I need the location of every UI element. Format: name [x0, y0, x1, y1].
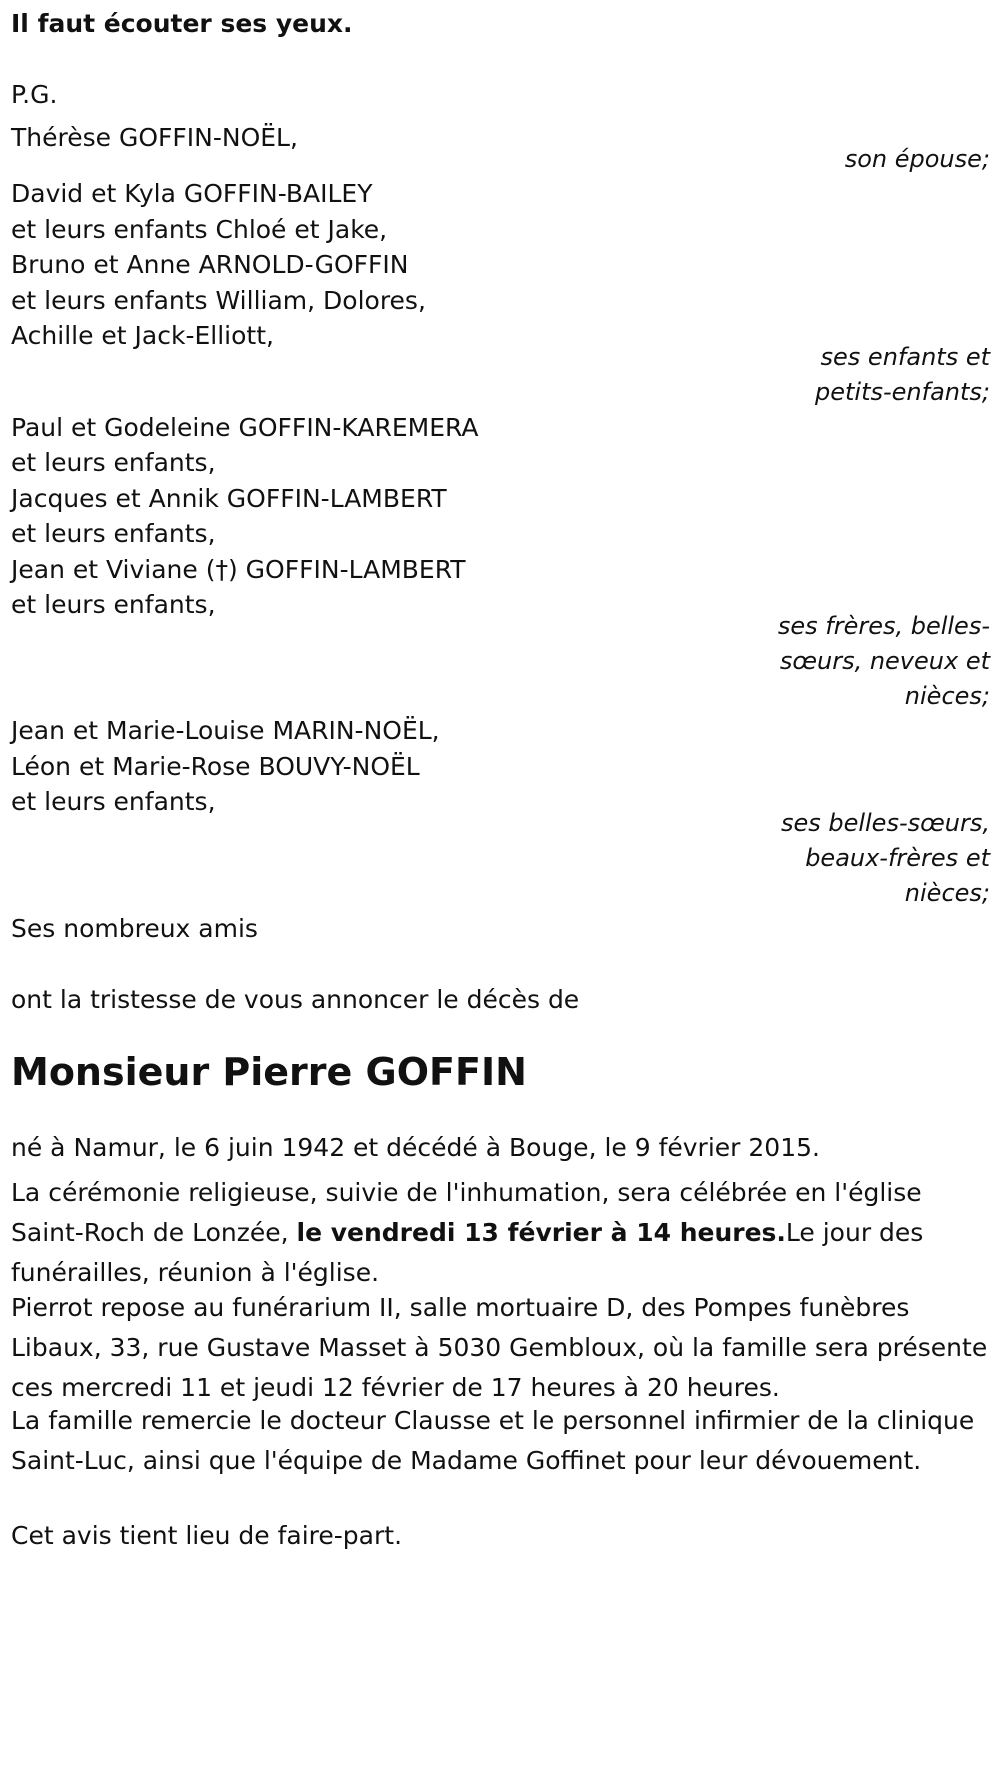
spouse-name: Thérèse GOFFIN-NOËL,: [11, 123, 298, 152]
ceremony-text-after: Le jour des funérailles, réunion à l'église.: [11, 1218, 924, 1287]
siblings-role-line: sœurs, neveux et: [779, 647, 990, 675]
deceased-name: Monsieur Pierre GOFFIN: [11, 1050, 527, 1094]
ceremony-date-bold: le vendredi 13 février à 14 heures.: [296, 1218, 786, 1247]
in-laws-line: Jean et Marie-Louise MARIN-NOËL,: [11, 716, 440, 745]
initials: P.G.: [11, 80, 58, 109]
children-line: Achille et Jack-Elliott,: [11, 321, 274, 350]
epigraph: Il faut écouter ses yeux.: [11, 9, 353, 38]
siblings-line: Jean et Viviane (†) GOFFIN-LAMBERT: [11, 555, 466, 584]
children-line: Bruno et Anne ARNOLD-GOFFIN: [11, 250, 409, 279]
siblings-line: et leurs enfants,: [11, 590, 216, 619]
friends-line: Ses nombreux amis: [11, 914, 258, 943]
siblings-role-line: nièces;: [904, 682, 990, 710]
in-laws-role-line: ses belles-sœurs,: [780, 809, 990, 837]
children-line: et leurs enfants Chloé et Jake,: [11, 215, 388, 244]
announcement: ont la tristesse de vous annoncer le décès de: [11, 985, 580, 1014]
siblings-line: Jacques et Annik GOFFIN-LAMBERT: [11, 484, 447, 513]
siblings-line: et leurs enfants,: [11, 519, 216, 548]
thanks-paragraph: La famille remercie le docteur Clausse et le personnel infirmier de la clinique Saint-Luc, ainsi que l'équipe de Madame Goffinet pour leur dévouement.: [11, 1406, 975, 1475]
in-laws-line: Léon et Marie-Rose BOUVY-NOËL: [11, 752, 420, 781]
in-laws-role-line: beaux-frères et: [805, 844, 990, 872]
ceremony-text-before: La cérémonie religieuse, suivie de l'inhumation, sera célébrée en l'église Saint-Roch de Lonzée,: [11, 1178, 922, 1247]
siblings-line: et leurs enfants,: [11, 448, 216, 477]
siblings-role-line: ses frères, belles-: [777, 612, 990, 640]
children-line: David et Kyla GOFFIN-BAILEY: [11, 179, 373, 208]
birth-death-paragraph: né à Namur, le 6 juin 1942 et décédé à Bouge, le 9 février 2015.: [11, 1133, 820, 1162]
children-role-line: ses enfants et: [820, 343, 990, 371]
siblings-line: Paul et Godeleine GOFFIN-KAREMERA: [11, 413, 479, 442]
ceremony-paragraph: [11, 1173, 991, 1293]
in-laws-role-line: nièces;: [904, 879, 990, 907]
in-laws-line: et leurs enfants,: [11, 787, 216, 816]
funerarium-paragraph: Pierrot repose au funérarium II, salle mortuaire D, des Pompes funèbres Libaux, 33, rue Gustave Masset à 5030 Gembloux, où la famille sera présente ces mercredi 11 et jeudi 12 février de 17 heures à 20 heures.: [11, 1293, 988, 1402]
children-role-line: petits-enfants;: [815, 378, 990, 406]
spouse-role: son épouse;: [844, 145, 990, 173]
children-line: et leurs enfants William, Dolores,: [11, 286, 426, 315]
closing-line: Cet avis tient lieu de faire-part.: [11, 1521, 403, 1550]
